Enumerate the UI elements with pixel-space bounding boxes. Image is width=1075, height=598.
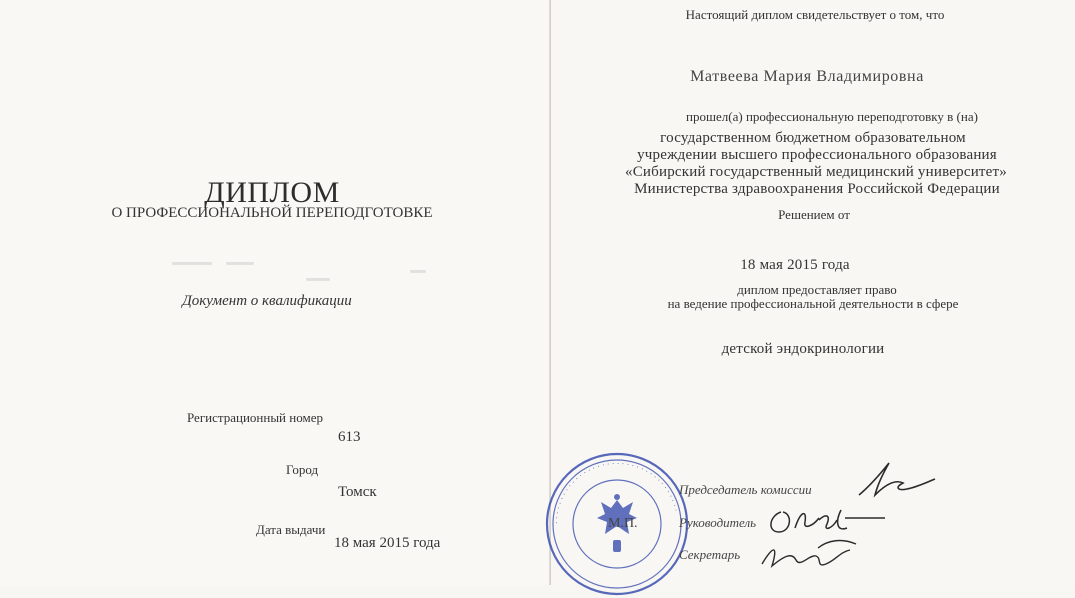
show-through-mark <box>410 270 426 273</box>
grants-line: на ведение профессиональной деятельности в сфере <box>667 296 959 311</box>
show-through-mark <box>172 262 212 265</box>
specialty-value: детской эндокринологии <box>721 341 885 357</box>
head-label: Руководитель <box>679 515 757 530</box>
institution-line: учреждении высшего профессионального образования <box>637 147 997 163</box>
issue-date-value: 18 мая 2015 года <box>334 535 441 551</box>
svg-text:· · · · · · · · · · · · · · ·: · · · · · · · · · · · · · · · · · · · · · · · · · · · · · · · · · · · · <box>551 458 681 525</box>
holder-full-name: Матвеева Мария Владимировна <box>690 68 924 85</box>
diploma-subtitle: О ПРОФЕССИОНАЛЬНОЙ ПЕРЕПОДГОТОВКЕ <box>111 205 433 221</box>
decision-label: Решением от <box>778 207 850 222</box>
passed-retraining-text: прошел(а) профессиональную переподготовку в (на) <box>686 109 978 124</box>
diploma-title: ДИПЛОМ <box>204 176 340 209</box>
reg-number-label: Регистрационный номер <box>187 410 323 425</box>
institution-line: «Сибирский государственный медицинский университет» <box>625 164 1007 180</box>
secretary-signature-icon <box>756 534 866 579</box>
city-label: Город <box>286 462 319 477</box>
secretary-label: Секретарь <box>679 547 741 562</box>
diploma-right-page <box>551 0 1075 585</box>
institution-line: государственном бюджетном образовательном <box>660 130 966 146</box>
reg-number-value: 613 <box>338 429 361 445</box>
document-type: Документ о квалификации <box>182 293 352 309</box>
city-value: Томск <box>338 484 377 500</box>
seal-place-mark: М.П. <box>608 516 638 531</box>
show-through-mark <box>306 278 330 281</box>
intro-text: Настоящий диплом свидетельствует о том, что <box>685 7 945 22</box>
decision-date: 18 мая 2015 года <box>740 257 850 273</box>
institution-line: Министерства здравоохранения Российской Федерации <box>634 181 1000 197</box>
grants-line: диплом предоставляет право <box>737 282 897 297</box>
issue-date-label: Дата выдачи <box>256 522 326 537</box>
commission-chair-label: Председатель комиссии <box>679 482 812 497</box>
show-through-mark <box>226 262 254 265</box>
